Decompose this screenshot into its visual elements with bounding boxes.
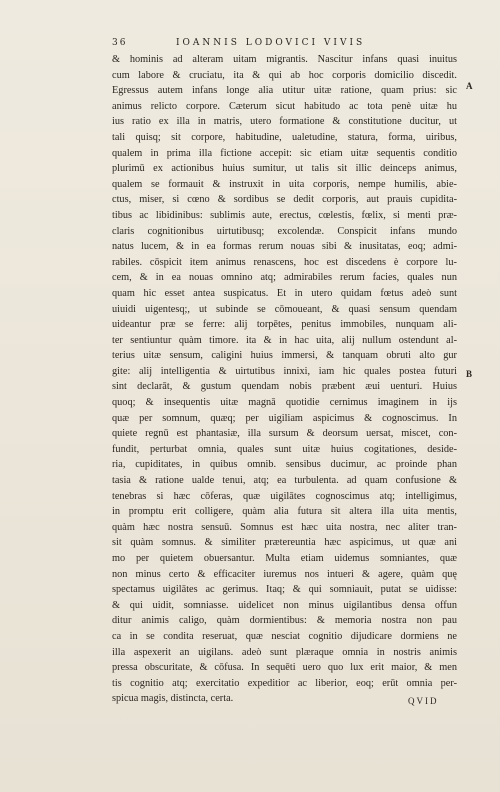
text-line: ius ratio ex illa in matris, utero formatione & constitutione ducitur, ut [112, 116, 457, 128]
text-line: & qui uidit, somniasse. uidelicet non minus uigilantibus densa offun [112, 599, 457, 611]
text-line: qualem se formauit & instruxit in uita corporis, nempe humilis, abie- [112, 178, 457, 190]
text-line: quiete regnū est phantasiæ, illa sursum & deorsum uersat, miscet, con- [112, 428, 457, 440]
text-line: qualem in prima illa fictione accepit: sic etiam uitæ sequentis conditio [112, 147, 457, 159]
text-line: in promptu erit colligere, quàm alia futura sit altera illa uita mentis, [112, 506, 457, 518]
margin-marker-a: A [466, 81, 473, 91]
text-line: terius uitæ sensum, caligini huius immersi, & tanquam obruti alto gur [112, 350, 457, 362]
catchword: QVID [408, 696, 439, 706]
text-line: sit quàm somnus. & similiter prætereuntia hæc aspicimus, ut quæ ani [112, 537, 457, 549]
text-line: claris cognitionibus uirtutibusq; excolendæ. Conspicit infans mundo [112, 225, 457, 237]
text-line: cem, & in ea nouas omnino atq; admirabiles rerum facies, quales nun [112, 272, 457, 284]
text-line: illa aspexerit an uigilans. adeò sunt plæraque omnia in nostris animis [112, 646, 457, 658]
text-line: pressa obscuritate, & cōfusa. In sequēti uero quo lux erit maior, & men [112, 662, 457, 674]
text-line: ter sentiuntur quàm timore. ita & in hac uita, alij nullum ostendunt al- [112, 334, 457, 346]
text-line: natus lucem, & in ea formas rerum nouas sibi & inusitatas, eoq; admi- [112, 241, 457, 253]
text-line: ria, cupiditates, in quibus omnib. sensibus ducimur, ac proinde phan [112, 459, 457, 471]
page-number: 36 [112, 38, 128, 48]
text-line: & hominis ad alteram uitam migrantis. Nascitur infans quasi inuitus [112, 54, 457, 65]
text-line: uideantur præ se ferre: alij torpētes, penitus immobiles, nunquam ali- [112, 319, 457, 331]
text-line: non minus certo & efficaciter iuremus nos intueri & agere, quàm quę [112, 568, 457, 580]
text-line: rabiles. cōspicit item animus renascens, hoc est discedens è corpore lu- [112, 256, 457, 268]
text-line: sint declarāt, & gustum quendam nobis præbent æui uenturi. Huius [112, 381, 457, 393]
text-line: quæ per somnum, quæq; per uigiliam aspicimus & cognoscimus. In [112, 412, 457, 424]
text-line: quàm hæc nostra sensuū. Somnus est hæc uita nostra, nec aliter tran- [112, 521, 457, 533]
text-line: tenebras si hæc cōferas, quæ uigilātes cognoscimus atq; intelligimus, [112, 490, 457, 502]
text-line: ca in se condita reseruat, quæ nesciat cognitio dijudicare dormiens ne [112, 630, 457, 642]
margin-marker-b: B [466, 369, 473, 379]
text-line: quoq; & insequentis uitæ magnā quotidie cernimus imaginem in ijs [112, 397, 457, 409]
text-line: fundit, perturbat omnia, quales sunt uitæ huius cogitationes, deside- [112, 443, 457, 455]
text-line: cum labore & cruciatu, ita & qui ab hoc corporis domicilio discedit. [112, 69, 457, 81]
text-line: quam hic esset antea suspicatus. Et in utero quidam fœtus adeò sunt [112, 287, 457, 299]
body-text [112, 52, 457, 707]
text-line: uiuidi uigentesq;, ut subinde se cōmoueant, & quasi sensum quendam [112, 303, 457, 315]
text-line: plurimū ex actionibus huius sumitur, ut talis sit illic deinceps animus, [112, 163, 457, 175]
text-line: tis cognitio atq; exercitatio expeditior ac liberior, eoq; erūt omnia per- [112, 677, 457, 689]
text-line: ditur animis caligo, quàm dormientibus: & memoria nostra non pau [112, 615, 457, 627]
running-title: IOANNIS LODOVICI VIVIS [176, 38, 366, 48]
text-line: spectamus uigilātes ac gerimus. Itaq; & qui somniauit, putat se uidisse: [112, 584, 457, 596]
text-line: gite: alij intelligentia & uirtutibus innixi, iam hic quales postea futuri [112, 365, 457, 377]
text-line: tibus ac libidinibus: sublimis aute, erectus, cœlestis, fœlix, si menti præ- [112, 209, 457, 221]
text-line: mo per quietem obuersantur. Multa etiam uidemus somniantes, quæ [112, 553, 457, 564]
text-line: Egressus autem infans longe alia utitur uitæ ratione, quam prius: sic [112, 85, 457, 97]
text-line: tali quisq; sit corpore, habitudine, ualetudine, statura, forma, uiribus, [112, 131, 457, 143]
text-line: spicua magis, distincta, certa. [112, 693, 234, 705]
text-line: tasia & ratione ualde tenui, atq; ea turbulenta. ad quam confusione & [112, 475, 457, 487]
text-line: animus relicto corpore. Cæterum sicut habitudo ac tota penè uitæ hu [112, 100, 457, 112]
text-line: ctus, miser, si cœno & sordibus se dedit corporis, aut prauis cupidita- [112, 194, 457, 206]
